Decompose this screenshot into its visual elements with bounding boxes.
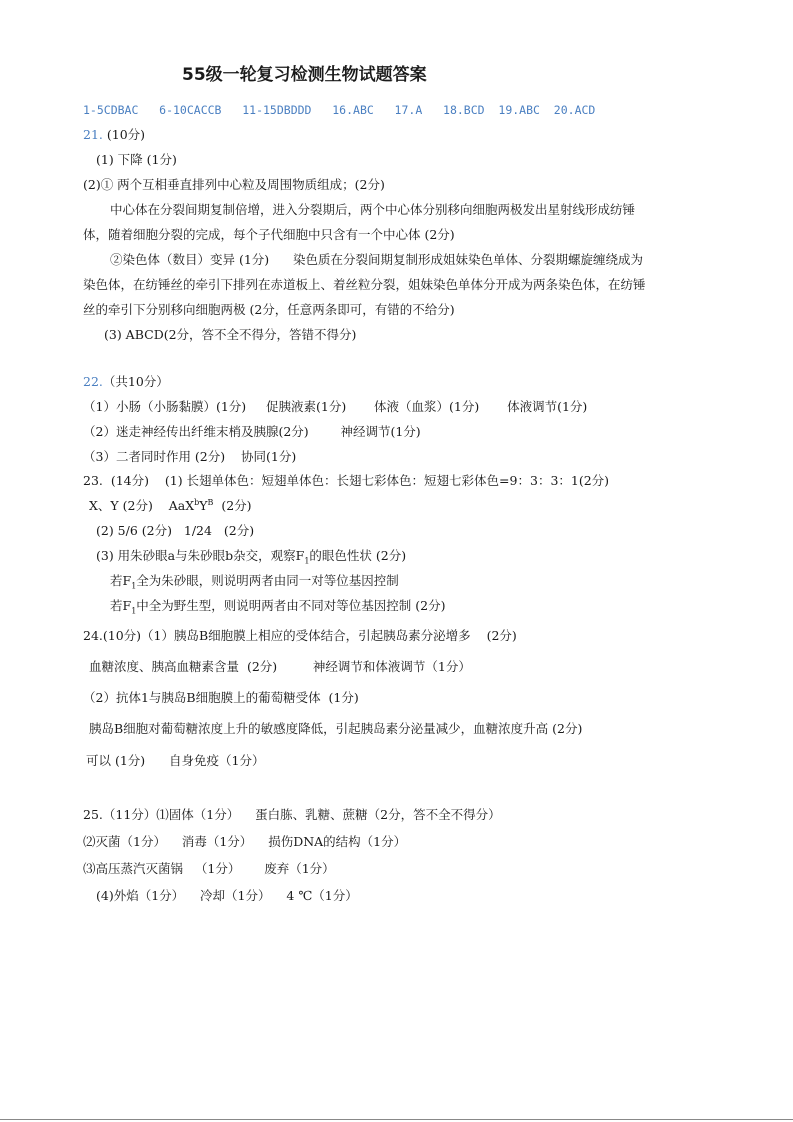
q23-result-a	[110, 573, 399, 589]
q23-genotype-sup1: b	[194, 497, 200, 507]
q23-genotype-y: Y	[199, 498, 208, 513]
q23-genotype-text: X、Y (2分) AaX	[89, 498, 195, 513]
q23-result-a-text: 若F	[110, 573, 132, 588]
q21-part3: (3) ABCD(2分，答不全不得分，答错不得分)	[104, 327, 357, 342]
q21-number: 21.	[83, 127, 103, 142]
q23-part3-sub: 1	[304, 556, 310, 566]
page-title: 55级一轮复习检测生物试题答案	[182, 65, 427, 85]
q23-genotype	[89, 498, 252, 514]
q24-part1-b: 血糖浓度、胰高血糖素含量 (2分) 神经调节和体液调节（1分）	[89, 659, 471, 674]
q24-part3: 可以 (1分) 自身免疫（1分）	[86, 753, 265, 768]
q23-part3-text: (3) 用朱砂眼a与朱砂眼b杂交，观察F	[96, 548, 305, 563]
q23-genotype-score: (2分)	[213, 498, 252, 513]
q21-part2-2-text-b: 丝的牵引下分别移向细胞两极 (2分，任意两条即可，有错的不给分)	[83, 302, 455, 317]
q21-part2-text-a: 中心体在分裂间期复制倍增，进入分裂期后，两个中心体分别移向细胞两极发出星射线形成纺锤	[110, 202, 636, 217]
q21-part2-text-b: 体，随着细胞分裂的完成，每个子代细胞中只含有一个中心体 (2分)	[83, 227, 455, 242]
q21-part2-2: ②染色体（数目）变异 (1分) 染色质在分裂间期复制形成姐妹染色单体、分裂期螺旋缠绕成为	[110, 252, 644, 267]
q22-part1: （1）小肠（小肠黏膜）(1分) 促胰液素(1分) 体液（血浆）(1分) 体液调节(1分)	[83, 399, 588, 414]
q21-part1: (1) 下降 (1分)	[96, 152, 177, 167]
q21-header	[83, 127, 145, 143]
q23-genotype-sup2: B	[207, 497, 214, 507]
q23-result-b-text-b: 中全为野生型，则说明两者由不同对等位基因控制 (2分)	[136, 598, 446, 613]
q25-part1: 25.（11分）⑴固体（1分） 蛋白胨、乳糖、蔗糖（2分，答不全不得分）	[83, 807, 501, 822]
q23-part1: 23. (14分) (1) 长翅单体色：短翅单体色：长翅七彩体色：短翅七彩体色=9：3：3：1(2分)	[83, 473, 610, 488]
q25-part3: ⑶高压蒸汽灭菌锅 （1分） 废弃（1分）	[83, 861, 335, 876]
q23-part3	[96, 548, 406, 564]
q21-part2-2-text-a: 染色体，在纺锤丝的牵引下排列在赤道板上、着丝粒分裂，姐妹染色单体分开成为两条染色体，在纺锤	[83, 277, 646, 292]
q23-result-a-text-b: 全为朱砂眼，则说明两者由同一对等位基因控制	[136, 573, 399, 588]
q23-result-a-sub: 1	[131, 581, 137, 591]
q21-part2-1: (2)① 两个互相垂直排列中心粒及周围物质组成；(2分)	[83, 177, 385, 192]
q22-number: 22.	[83, 374, 103, 389]
q22-part3: （3）二者同时作用 (2分) 协同(1分)	[83, 449, 297, 464]
q22-header	[83, 374, 169, 390]
q25-part4: (4)外焰（1分） 冷却（1分） 4 ℃（1分）	[96, 888, 358, 903]
q25-part2: ⑵灭菌（1分） 消毒（1分） 损伤DNA的结构（1分）	[83, 834, 407, 849]
q24-part1: 24.(10分)（1）胰岛B细胞膜上相应的受体结合，引起胰岛素分泌增多 (2分)	[83, 628, 517, 643]
page-bottom-border	[0, 1119, 793, 1120]
q22-part2: （2）迷走神经传出纤维末梢及胰腺(2分) 神经调节(1分)	[83, 424, 421, 439]
q23-part2: (2) 5/6 (2分) 1/24 (2分)	[96, 523, 255, 538]
q23-part3-text-b: 的眼色性状 (2分)	[309, 548, 407, 563]
q24-part2-b: 胰岛B细胞对葡萄糖浓度上升的敏感度降低，引起胰岛素分泌量减少，血糖浓度升高 (2分)	[89, 721, 583, 736]
q21-score: (10分)	[102, 127, 146, 142]
q24-part2: （2）抗体1与胰岛B细胞膜上的葡萄糖受体 (1分)	[83, 690, 359, 705]
q22-score: （共10分）	[102, 374, 169, 389]
q23-result-b-text: 若F	[110, 598, 132, 613]
q23-result-b-sub: 1	[131, 606, 137, 616]
q23-result-b	[110, 598, 445, 614]
multiple-choice-answers: 1-5CDBAC 6-10CACCB 11-15DBDDD 16.ABC 17.A 18.BCD 19.ABC 20.ACD	[83, 103, 596, 117]
